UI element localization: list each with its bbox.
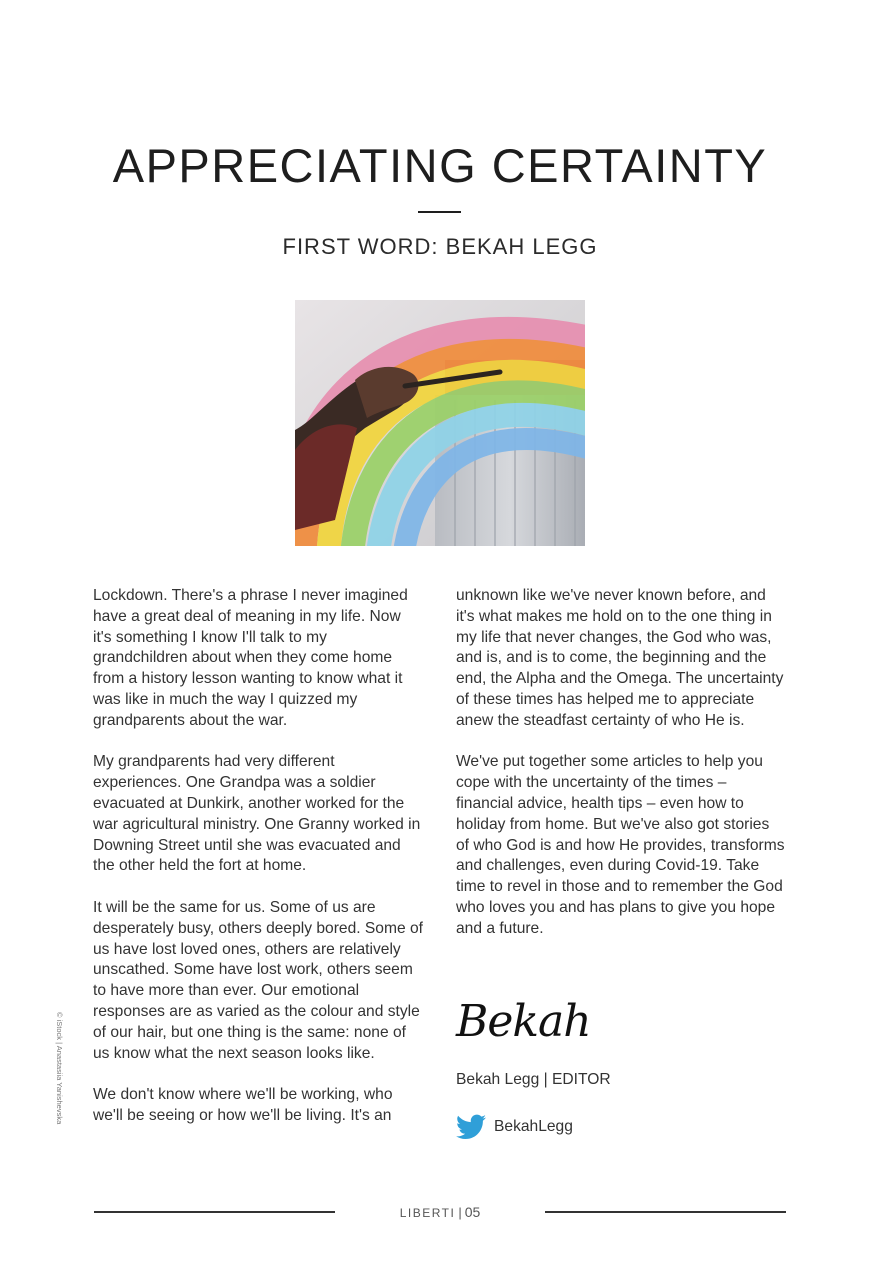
paragraph: My grandparents had very different experiences. One Grandpa was a soldier evacuated at Dunkirk, another worked for the war agricultural ministry. One Granny worked in Downing Street until she was evacuated and the other held the fort at home.: [93, 753, 421, 875]
paragraph: It will be the same for us. Some of us are desperately busy, others deeply bored. Some of us have lost loved ones, others are relatively unscathed. Some have lost work, others seem to have more than ever. Our emotional responses are as varied as the colour and style of our hair, but one thing is the same: none of us know what the next season looks like.: [93, 898, 423, 1062]
body-column-right: [456, 586, 786, 960]
title-divider: [418, 211, 461, 213]
handwritten-signature: Bekah: [456, 996, 591, 1047]
magazine-name: LIBERTI: [399, 1206, 456, 1220]
article-subtitle: FIRST WORD: BEKAH LEGG: [282, 234, 598, 259]
paragraph: Lockdown. There's a phrase I never imagined have a great deal of meaning in my life. Now it's something I know I'll talk to my grandchildren about when they come home from a history lesson wanting to know what it was like in much the way I quizzed my grandparents about the war.: [93, 587, 408, 729]
article-title: APPRECIATING CERTAINTY: [112, 139, 768, 192]
paragraph: unknown like we've never known before, and it's what makes me hold on to the one thing in my life that never changes, the God who was, and is, and is to come, the beginning and the end, the Alpha and the Omega. The uncertainty of these times has helped me to appreciate anew the steadfast certainty of who He is.: [456, 587, 784, 729]
twitter-handle: BekahLegg: [494, 1118, 573, 1135]
photo-credit: © iStock | Anastasiia Yanishevska: [55, 1012, 64, 1125]
rainbow-photo: [295, 300, 585, 546]
editor-signoff: Bekah Legg | EDITOR: [456, 1071, 611, 1088]
twitter-link[interactable]: [456, 1114, 573, 1140]
paragraph: We've put together some articles to help you cope with the uncertainty of the times – financial advice, health tips – even how to holiday from home. But we've also got stories of who God is and how He provides, transforms and challenges, even during Covid-19. Take time to revel in those and to remember the God who loves you and has plans to give you hope and a future.: [456, 753, 785, 937]
page-number: 05: [464, 1204, 481, 1220]
paragraph: We don't know where we'll be working, who we'll be seeing or how we'll be living. It's an: [93, 1086, 393, 1124]
footer-separator: |: [458, 1205, 462, 1220]
body-column-left: [93, 586, 423, 1148]
page-footer: [0, 1204, 880, 1220]
twitter-bird-icon: [456, 1114, 486, 1140]
